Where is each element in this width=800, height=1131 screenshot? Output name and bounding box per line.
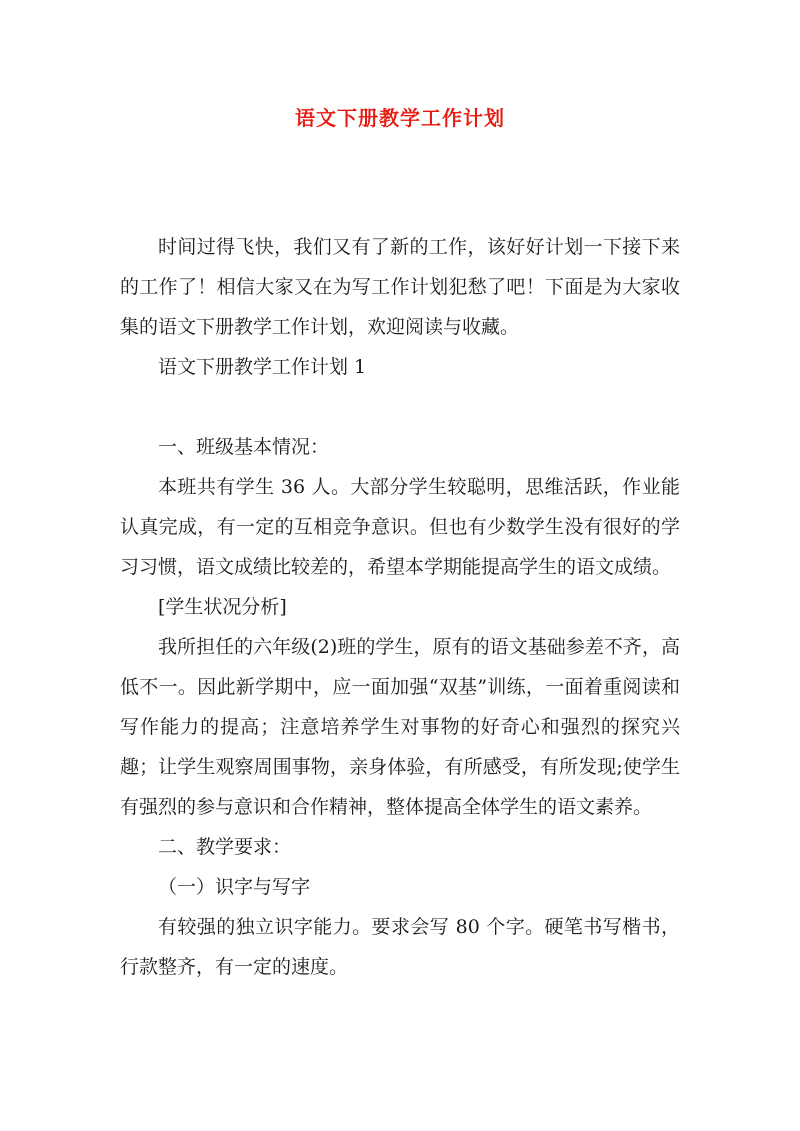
plan-heading: 语文下册教学工作计划 1 xyxy=(158,356,367,378)
section-heading-teaching-requirements: 二、教学要求： xyxy=(158,836,292,858)
document-body xyxy=(120,227,680,987)
section-heading-class-info: 一、班级基本情况： xyxy=(158,436,330,458)
student-analysis-paragraph: 我所担任的六年级(2)班的学生，原有的语文基础参差不齐，高低不一。因此新学期中，应一面加强“双基”训练，一面着重阅读和写作能力的提高；注意培养学生对事物的好奇心和强烈的探究兴趣；让学生观察周围事物，亲身体验，有所感受，有所发现;使学生有强烈的参与意识和合作精神，整体提高全体学生的语文素养。 xyxy=(120,636,680,818)
literacy-paragraph: 有较强的独立识字能力。要求会写 80 个字。硬笔书写楷书，行款整齐，有一定的速度。 xyxy=(120,916,680,978)
intro-paragraph: 时间过得飞快，我们又有了新的工作，该好好计划一下接下来的工作了！相信大家又在为写工作计划犯愁了吧！下面是为大家收集的语文下册教学工作计划，欢迎阅读与收藏。 xyxy=(120,236,680,338)
student-analysis-heading: [学生状况分析] xyxy=(158,596,287,618)
document-title: 语文下册教学工作计划 xyxy=(295,106,505,130)
subsection-heading-literacy: （一）识字与写字 xyxy=(158,876,311,898)
class-info-paragraph: 本班共有学生 36 人。大部分学生较聪明，思维活跃，作业能认真完成，有一定的互相竞争意识。但也有少数学生没有很好的学习习惯，语文成绩比较差的，希望本学期能提高学生的语文成绩。 xyxy=(120,476,680,578)
